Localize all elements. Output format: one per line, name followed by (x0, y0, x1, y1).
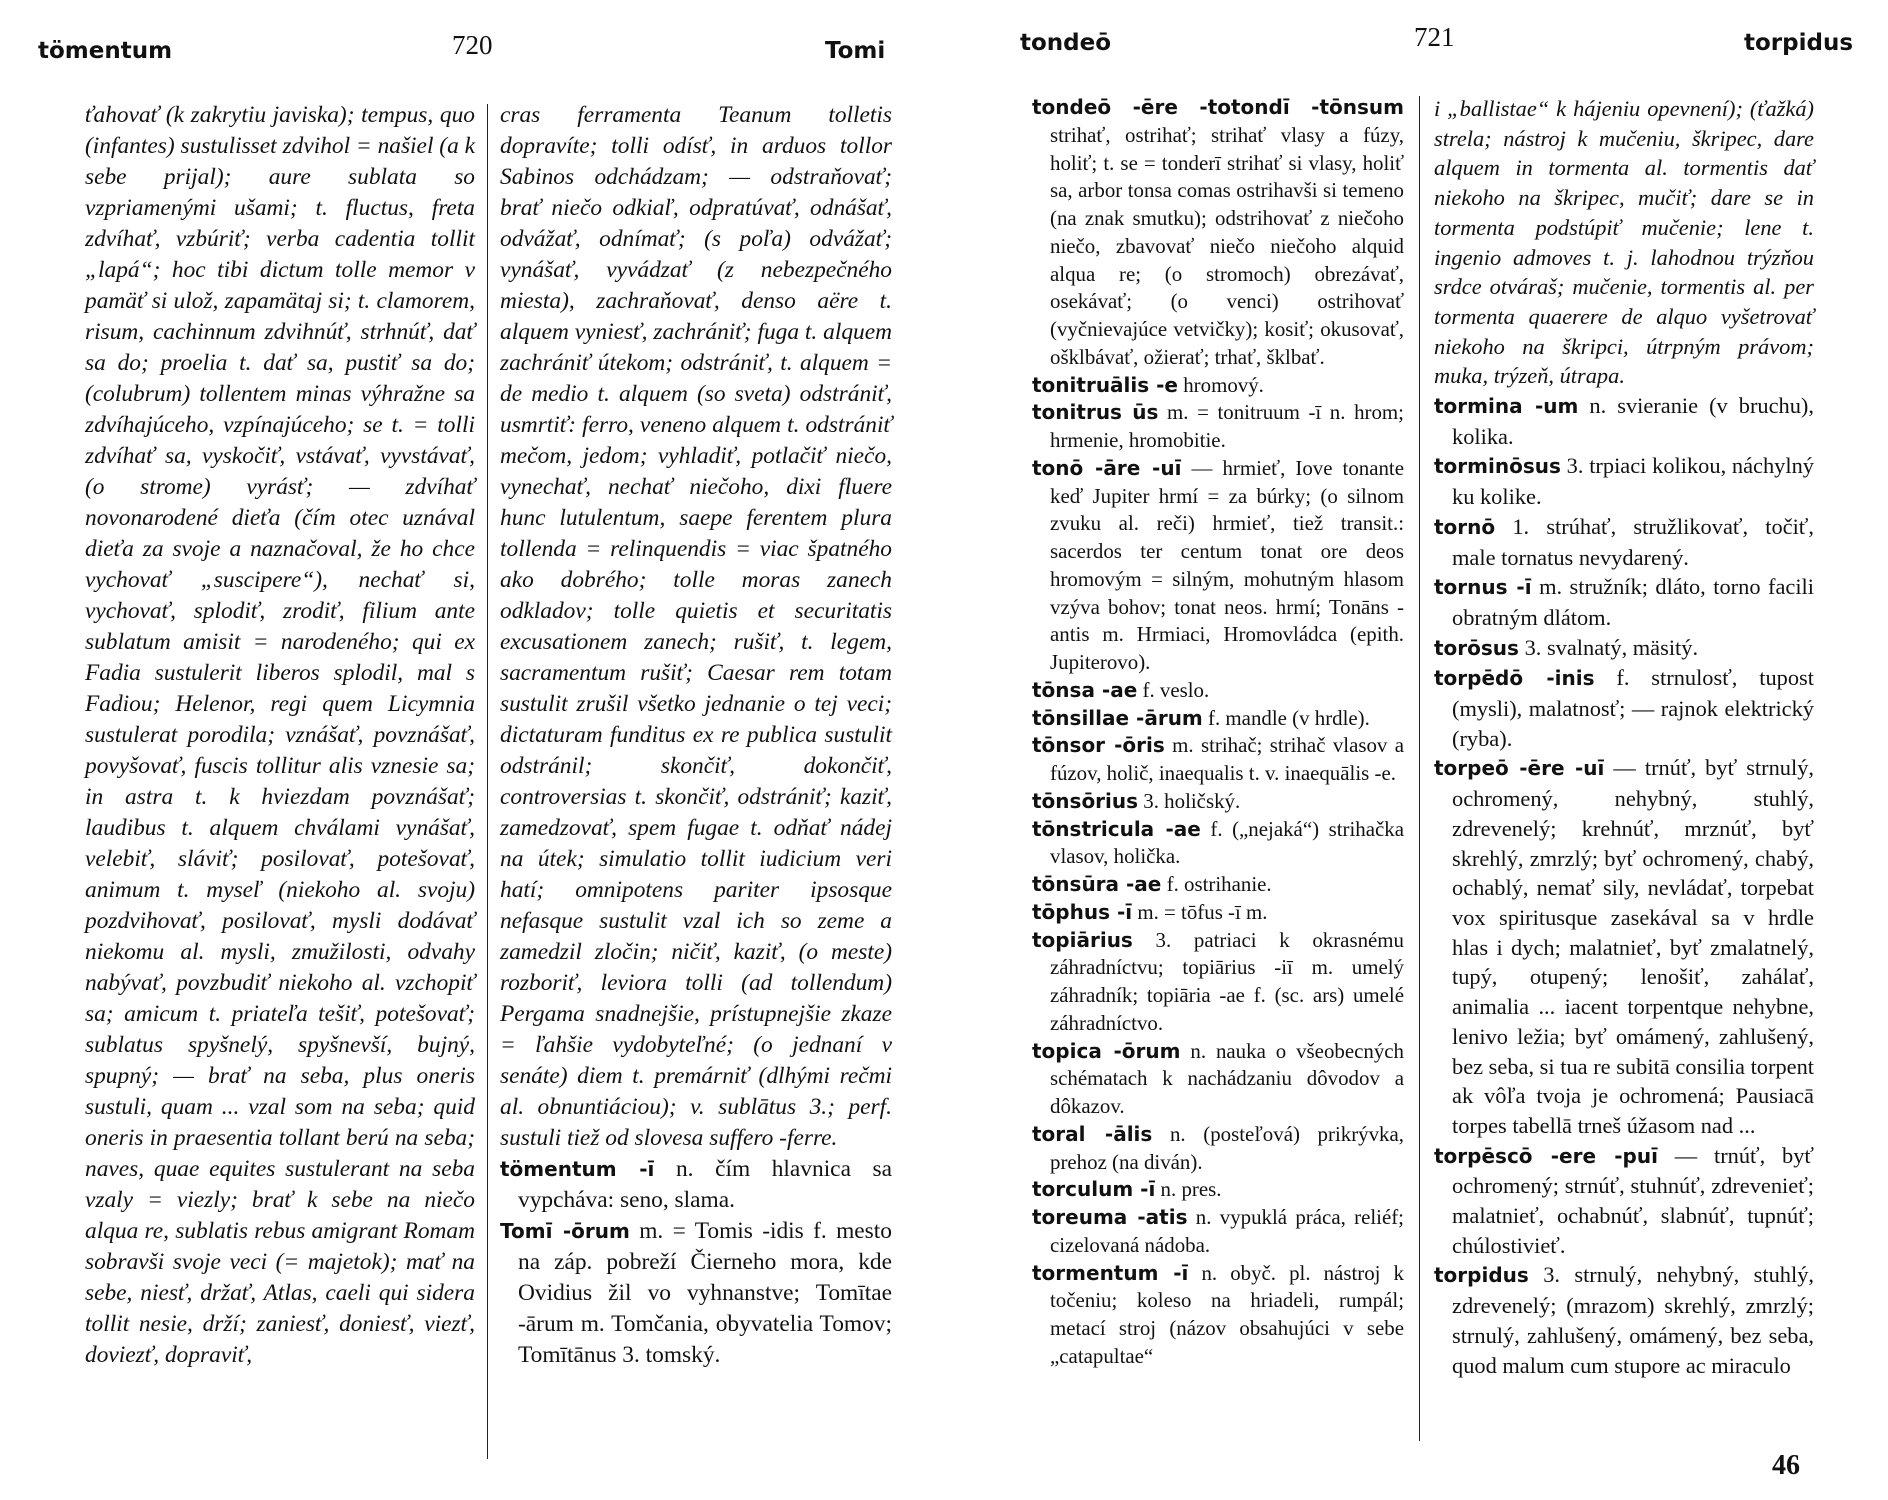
entry-definition: m. = tōfus -ī m. (1137, 899, 1268, 924)
dictionary-entry (1032, 871, 1404, 899)
entry-headword: torōsus (1434, 635, 1519, 660)
entry-definition: 3. holičský. (1143, 788, 1241, 813)
entry-headword: torpidus (1434, 1263, 1529, 1288)
entry-headword: tornus -ī (1434, 575, 1532, 600)
right-page-header (944, 22, 1888, 62)
entry-headword: toral -ālis (1032, 1121, 1153, 1146)
entry-headword: topica -ōrum (1032, 1038, 1181, 1063)
continuation-text: ťahovať (k zakrytiu javiska); tempus, quo (infantes) sustulisset zdvihol = našiel (a k sebe prijal); aure sublata so vzpriamenými ušami; t. fluctus, freta zdvíhať, vzbúriť; verba cadentia tollit „lapá“; hoc tibi dictum tolle memor v pamäť si ulož, zapamätaj si; t. clamorem, risum, cachinnum zdvihnúť, strhnúť, dať sa do; proelia t. dať sa, pustiť sa do; (colubrum) tollentem minas výhražne sa zdvíhajúceho, vzpínajúceho; se t. = tolli zdvíhať sa, vyskočiť, vstávať, vyvstávať, (o strome) vyrásť; — zdvíhať novonarodené dieťa (čím otec uznával dieťa za svoje a naznačoval, že ho chce vychovať „suscipere“), nechať si, vychovať, splodiť, zrodiť, filium ante sublatum amisit = narodeného; qui ex Fadia sustulerit liberos splodil, mal s Fadiou; Helenor, regi quem Licymnia sustulerat porodila; vznášať, povznášať, povyšovať, fuscis tollitur alis vznesie sa; in astra t. k hviezdam povznášať; laudibus t. alquem chválami vynášať, velebiť, sláviť; posilovať, potešovať, animum t. myseľ (niekoho al. svoju) pozdvihovať, posilovať, mysli dodávať niekomu al. mysli, zmužilosti, odvahy nabývať, povzbudiť niekoho al. vzchopiť sa; amicum t. priateľa tešiť, potešovať; sublatus spyšnelý, spyšnevší, bujný, spupný; — brať na seba, plus oneris sustuli, quam ... vzal som na seba; quid oneris in praesentia tollant berú na seba; naves, quae equites sustulerant na seba vzaly = viezly; brať k sebe na niečo alqua re, sublatis rebus amigrant Romam sobravši svoje veci (= majetok); mať na sebe, niesť, držať, Atlas, caeli qui sidera tollit nesie, drží; zaniesť, doniesť, viezť, doviezť, dopraviť, (85, 102, 475, 1368)
dictionary-entry (1032, 1121, 1404, 1177)
dictionary-entry (500, 1216, 892, 1371)
entry-headword: topiārius (1032, 927, 1133, 952)
entry-headword: torpēdō -inis (1434, 666, 1595, 691)
entry-definition: n. pres. (1160, 1177, 1222, 1202)
entry-headword: tōnsa -ae (1032, 677, 1138, 702)
entry-headword: torpēscō -ere -puī (1434, 1143, 1658, 1168)
entry-headword: tōnsillae -ārum (1032, 705, 1203, 730)
dictionary-entry (1032, 455, 1404, 677)
right-column-1 (1032, 94, 1404, 1371)
left-header-guide-word-end: Tomi (825, 38, 886, 64)
dictionary-entry (1032, 1038, 1404, 1121)
left-page-header (0, 30, 944, 70)
entry-headword: tōnsōrius (1032, 788, 1139, 813)
dictionary-entry (1434, 512, 1814, 572)
entry-definition: — trnúť, byť ochromený; strnúť, stuhnúť, zdrevenieť; malatnieť, ochabnúť, slabnúť, tupnúť; chúlostivieť. (1452, 1142, 1814, 1258)
entry-definition: m. = tonitruum -ī n. hrom; hrmenie, hromobitie. (1050, 400, 1404, 452)
entry-definition: hromový. (1183, 372, 1264, 397)
entry-headword: tornō (1434, 514, 1496, 539)
dictionary-entry (1032, 1204, 1404, 1260)
continuation-text: cras ferramenta Teanum tolletis dopravíte; tolli odísť, in arduos tollor Sabinos odchádzam; — odstraňovať; brať niečo odkiaľ, odpratúvať, odnášať, odvážať, odnímať; (s poľa) odvážať; vynášať, vyvádzať (z nebezpečného miesta), zachraňovať, denso aëre t. alquem vyniesť, zachrániť; fuga t. alquem zachrániť útekom; odstrániť, t. alquem = de medio t. alquem (so sveta) odstrániť, usmrtiť: ferro, veneno alquem t. odstrániť mečom, jedom; vyhladiť, potlačiť niečo, vynechať, nechať niečoho, dixi fluere hunc lutulentum, saepe ferentem plura tollenda = relinquendis = viac špatného ako dobrého; tolle moras zanech odkladov; tolle quietis et securitatis excusationem zanech; rušiť, t. legem, sacramentum rušiť; Caesar rem totam sustulit zrušil všetko jednanie o tej veci; dictaturam funditus ex re publica sustulit odstránil; skončiť, dokončiť, controversias t. skončiť, odstrániť; kaziť, zamedzovať, spem fugae t. odňať nádej na útek; simulatio tollit iudicium veri hatí; omnipotens pariter ipsosque nefasque sustulit vzal ich so zeme a zamedzil zločin; ničiť, kaziť, (o meste) rozboriť, leviora tolli (ad tollendum) Pergama snadnejšie, prístupnejšie zkaze = ľahšie vydobyteľné; (o jednaní v senáte) diem t. premárniť (dlhými rečmi al. obnuntiáciou); v. sublātus 3.; perf. sustuli tiež od slovesa suffero -ferre. (500, 102, 892, 1151)
dictionary-entry (1032, 899, 1404, 927)
dictionary-entry (1434, 572, 1814, 632)
dictionary-entry (1032, 732, 1404, 788)
entry-definition: m. stružník; dláto, torno facili obratným dlátom. (1452, 574, 1815, 630)
entry-headword: tormina -um (1434, 394, 1579, 419)
entry-headword: tonitruālis -e (1032, 372, 1178, 397)
entry-headword: tormentum -ī (1032, 1260, 1189, 1285)
dictionary-entry (1434, 391, 1814, 451)
entry-definition: n. vypuklá práca, reliéf; cizelovaná nádoba. (1050, 1205, 1404, 1257)
entry-headword: tōnsor -ōris (1032, 733, 1165, 758)
dictionary-entry (1434, 753, 1814, 1140)
dictionary-entry (1434, 451, 1814, 511)
entry-headword: toreuma -atis (1032, 1205, 1188, 1229)
entry-definition: f. ostrihanie. (1166, 872, 1272, 896)
dictionary-entry (1032, 788, 1404, 816)
entry-definition: 3. strnulý, nehybný, stuhlý, zdrevenelý; (mrazom) skrehlý, zmrzlý; strnulý, zahlušený, omámený, bez seba, quod malum cum stupore ac miraculo (1452, 1262, 1814, 1378)
dictionary-entry (1032, 1260, 1404, 1371)
right-header-guide-word: tondeō (1020, 30, 1112, 56)
entry-headword: tonitrus ūs (1032, 400, 1159, 425)
entry-definition: n. (posteľová) prikrývka, prehoz (na diván). (1050, 1121, 1404, 1174)
entry-definition: n. svieranie (v bruchu), kolika. (1452, 393, 1814, 449)
dictionary-entry (1032, 94, 1404, 372)
entry-definition: 3. patriaci k okrasnému záhradníctvu; topiārius -iī m. umelý záhradník; topiāria -ae f. (sc. ars) umelé záhradníctvo. (1050, 927, 1404, 1035)
left-page-number: 720 (452, 30, 493, 60)
dictionary-entry (1032, 372, 1404, 400)
column-divider (1419, 96, 1420, 1441)
dictionary-entry (1032, 816, 1404, 872)
entry-headword: tōnsūra -ae (1032, 872, 1162, 896)
entry-headword: tondeō -ēre -totondī -tōnsum (1032, 95, 1404, 119)
entry-definition: 1. strúhať, stružlikovať, točiť, male tornatus nevydarený. (1452, 513, 1814, 570)
entry-headword: tōphus -ī (1032, 899, 1133, 924)
entry-definition: m. strihač; strihač vlasov a fúzov, holič, inaequalis t. v. inaequālis -e. (1050, 733, 1404, 785)
dictionary-entry (1434, 1260, 1814, 1380)
left-column-2 (500, 100, 892, 1371)
entry-headword: tömentum -ī (500, 1157, 655, 1181)
entry-definition: n. čím hlavnica sa vypcháva: seno, slama. (518, 1156, 892, 1213)
dictionary-entry (1032, 399, 1404, 455)
dictionary-entry (1032, 705, 1404, 733)
entry-definition: — hrmieť, Iove tonante keď Jupiter hrmí = za búrky; (o silnom zvuku al. reči) hrmieť, tiež transit.: sacerdos ter centum tonat ore deos hromovým = silným, mohutným hlasom vzýva bohov; tonat neos. hrmí; Tonāns -antis m. Hrmiaci, Hromovládca (epith. Jupiterovo). (1050, 455, 1405, 674)
continuation-text: i „ballistae“ k hájeniu opevnení); (ťažká) strela; nástroj k mučeniu, škripec, dare alquem in tormenta al. tormentis dať niekoho na škripec, mučiť; dare se in tormenta podstúpiť mučenie; lene t. ingenio admoves t. j. lahodnou trýzňou srdce otváraš; mučenie, tormentis al. per tormenta quaerere de alquo vyšetrovať niekoho na škripci, útrpným právom; muka, trýzeň, útrapa. (1434, 96, 1814, 389)
dictionary-entry (1032, 677, 1404, 705)
entry-headword: Tomī -ōrum (500, 1219, 630, 1243)
entry-definition: m. = Tomis -idis f. mesto na záp. pobreží Čierneho mora, kde Ovidius žil vo vyhnanstve; Tomītae -ārum m. Tomčania, obyvatelia Tomov; Tomītānus 3. tomský. (518, 1218, 892, 1368)
dictionary-entry (1032, 927, 1404, 1038)
dictionary-entry (500, 1154, 892, 1216)
entry-definition: f. strnulosť, tupost (mysli), malatnosť; — rajnok elektrický (ryba). (1452, 665, 1814, 751)
right-header-guide-word-end: torpidus (1744, 30, 1854, 56)
entry-definition: f. mandle (v hrdle). (1208, 705, 1370, 730)
entry-definition: — trnúť, byť strnulý, ochromený, nehybný, stuhlý, zdrevenelý; krehnúť, mrznúť, byť skrehlý, zmrzlý; byť ochromený, chabý, ochablý, nemať sily, nevládať, torpebat vox spiritusque zasekával sa v hrdle hlas i dych; malatnieť, byť zmalatnelý, tupý, otupený; lenošiť, zahálať, animalia ... iacent torpentque nehybne, lenivo ležia; byť omámený, zahlušený, bez seba, si tua re subitā consilia torpent ak vôľa tvoja je ochromená; Pausiacā torpes tabellā trneš úžasom nad ... (1452, 755, 1814, 1138)
entry-headword: torpeō -ēre -uī (1434, 756, 1605, 781)
entry-headword: tōnstricula -ae (1032, 816, 1201, 841)
entry-definition: n. nauka o všeobecných schématach k nachádzaniu dôvodov a dôkazov. (1050, 1038, 1404, 1118)
right-page-number: 721 (1414, 22, 1455, 52)
dictionary-entry (1032, 1176, 1404, 1204)
entry-headword: torculum -ī (1032, 1177, 1156, 1202)
dictionary-entry (1434, 1141, 1814, 1261)
dictionary-entry (1434, 633, 1814, 664)
dictionary-entry (1434, 663, 1814, 753)
right-column-2 (1434, 94, 1814, 1380)
entry-definition: strihať, ostrihať; strihať vlasy a fúzy, holiť; t. se = tonderī strihať si vlasy, holiť sa, arbor tonsa comas ostrihavši si temeno (na znak smutku); odstrihovať z niečoho niečo, zbavovať niečo niečoho alquid alqua re; (o stromoch) obrezávať, osekávať; (o venci) ostrihovať (vyčnievajúce vetvičky); kosiť; okusovať, ošklbávať, ožierať; trhať, šklbať. (1050, 122, 1404, 369)
entry-definition: 3. trpiaci kolikou, náchylný ku kolike. (1452, 453, 1814, 510)
column-divider (487, 104, 488, 1459)
entry-headword: tonō -āre -uī (1032, 455, 1182, 480)
entry-definition: f. veslo. (1142, 677, 1210, 702)
signature-mark: 46 (1772, 1450, 1800, 1481)
entry-definition: 3. svalnatý, mäsitý. (1524, 634, 1699, 660)
left-column-1 (85, 100, 475, 1371)
entry-definition: n. obyč. pl. nástroj k točeniu; koleso na hriadeli, rumpál; metací stroj (názov obsahujúci v sebe „catapultae“ (1050, 1260, 1404, 1368)
entry-headword: torminōsus (1434, 454, 1561, 479)
entry-definition: f. („nejaká“) strihačka vlasov, holička. (1050, 816, 1404, 869)
right-page (944, 0, 1888, 1500)
left-header-guide-word: tömentum (38, 38, 173, 64)
